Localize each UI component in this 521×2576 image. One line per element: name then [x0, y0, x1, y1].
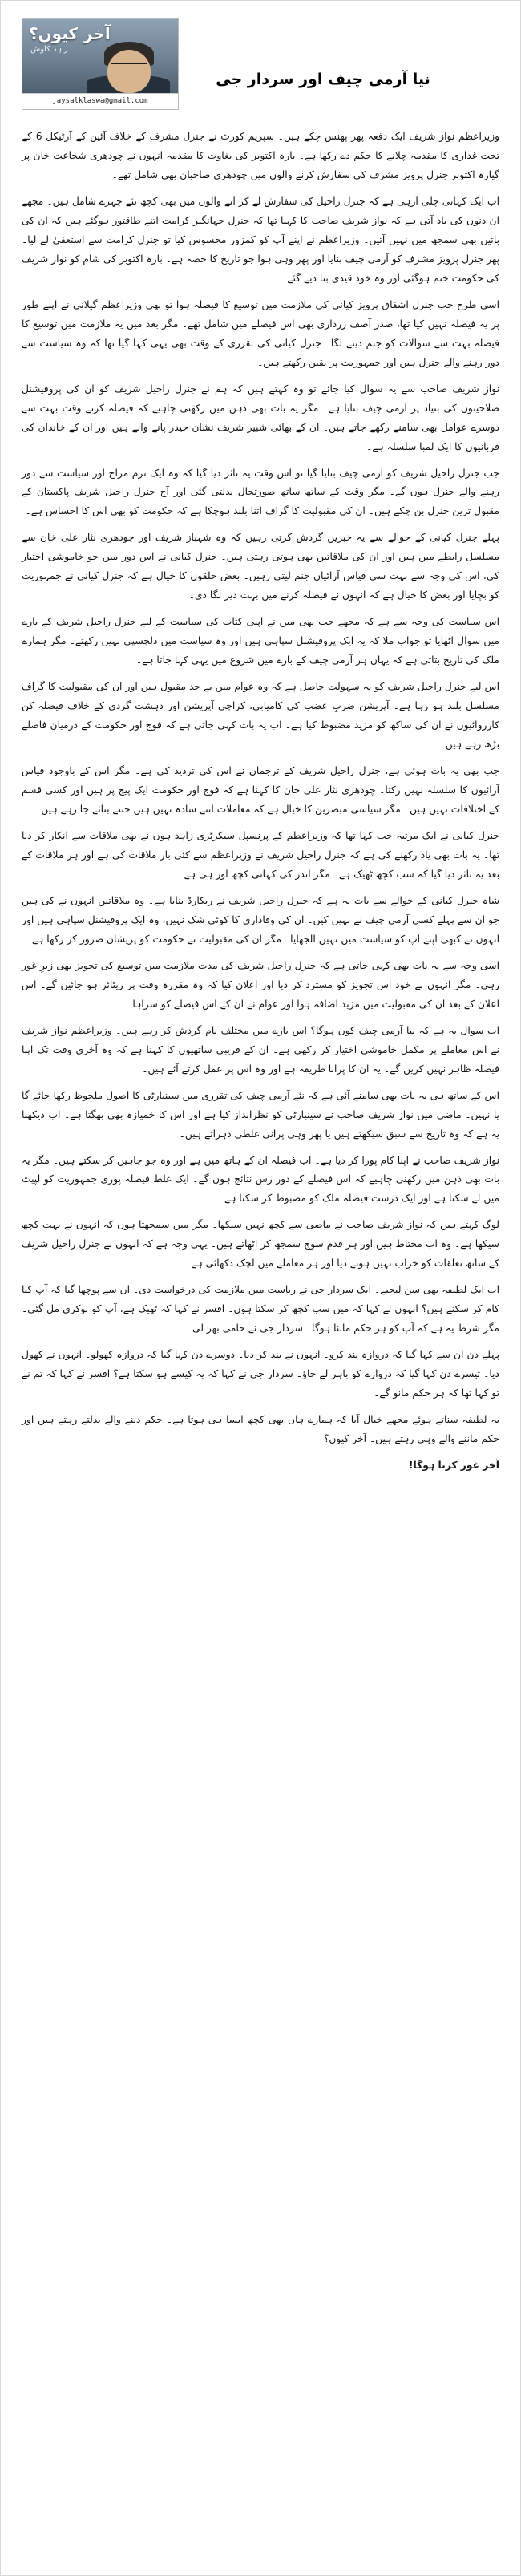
- article-paragraph: آخر غور کرنا ہوگا!: [408, 1460, 499, 1472]
- article-paragraph: پہلے دن ان سے کہا گیا کہ دروازہ بند کرو۔ انہوں نے بند کر دیا۔ دوسرے دن کہا گیا کہ دروازہ کھولو۔ انہوں نے کھول دیا۔ تیسرے دن کہا گیا کہ دروازے کو باہر لے جاؤ۔ سردار جی نے کہا کہ یہ کیسے ہو سکتا ہے؟ افسر نے کہا کہ تم نے تو کہا تھا کہ ہر حکم مانو گے۔: [22, 1349, 499, 1399]
- article-paragraph: اسی وجہ سے یہ بات بھی کہی جاتی ہے کہ جنرل راحیل شریف کی مدت ملازمت میں توسیع کی تجویز بھی زیرِ غور رہی۔ مگر انہوں نے خود اس تجویز کو مسترد کر دیا اور اعلان کیا کہ وہ مقررہ وقت پر ریٹائر ہو جائیں گے۔ اس اعلان کے بعد ان کی مقبولیت میں مزید اضافہ ہوا اور عوام نے ان کے اس فیصلے کو سراہا۔: [22, 959, 499, 1010]
- article-paragraph: وزیراعظم نواز شریف ایک دفعہ پھر پھنس چکے ہیں۔ سپریم کورٹ نے جنرل مشرف کے خلاف آئین کے آرٹیکل 6 کے تحت غداری کا مقدمہ چلانے کا حکم دے رکھا ہے۔ بارہ اکتوبر کی بغاوت کا مقدمہ انہوں نے چودھری شجاعت خان پر گیارہ اکتوبر جنرل پرویز مشرف کی سفارش کرنے والوں میں چودھری صاحبان بھی شامل تھے۔: [22, 131, 500, 180]
- column-title: آخر کیوں؟: [29, 24, 111, 43]
- article-paragraph: اب ایک لطیفہ بھی سن لیجیے۔ ایک سردار جی نے ریاست میں ملازمت کی درخواست دی۔ ان سے پوچھا گیا کہ آپ کیا کام کر سکتے ہیں؟ انہوں نے کہا کہ میں سب کچھ کر سکتا ہوں۔ افسر نے کہا کہ ٹھیک ہے، آپ کو نوکری مل گئی۔ مگر شرط یہ ہے کہ آپ کو ہر حکم ماننا ہوگا۔ سردار جی نے حامی بھر لی۔: [22, 1284, 499, 1335]
- column-subtitle: زاہد کاوش: [30, 45, 68, 54]
- article-paragraph: جب جنرل راحیل شریف کو آرمی چیف بنایا گیا تو اس وقت یہ تاثر دیا گیا کہ وہ ایک نرم مزاج اور سیاست سے دور رہنے والے جنرل ہوں گے۔ مگر وقت کے ساتھ ساتھ صورتحال بدلتی گئی اور آج جنرل راحیل شریف پاکستان کے مقبول ترین جنرل بن چکے ہیں۔ ان کی مقبولیت کا گراف اتنا بلند ہوچکا ہے کہ حکومت کو بھی اس کا احساس ہے۔: [22, 467, 499, 517]
- columnist-portrait: [22, 19, 178, 93]
- article-paragraph: اسی طرح جب جنرل اشفاق پرویز کیانی کی ملازمت میں توسیع کا فیصلہ ہوا تو بھی وزیراعظم گیلانی نے اپنے طور پر یہ فیصلہ نہیں کیا تھا، صدر آصف زرداری بھی اس فیصلے میں شامل تھے۔ مگر بعد میں یہ ملازمت میں توسیع کا فیصلہ بہت سے سوالات کو جنم دینے لگا۔ جنرل کیانی کی تقرری کے وقت بھی یہی کہا گیا تھا کہ وہ سیاست سے دور رہنے والے جنرل ہیں اور جمہوریت پر یقین رکھتے ہیں۔: [22, 298, 499, 368]
- glasses-icon: [111, 63, 147, 72]
- article-paragraph: جنرل کیانی نے ایک مرتبہ جب کہا تھا کہ وزیراعظم کے پرنسپل سیکرٹری زاہد ہوں نے بھی ملاقات سے انکار کر دیا تھا۔ یہ بات بھی یاد رکھنے کی ہے کہ جنرل راحیل شریف نے وزیراعظم سے کئی بار ملاقات کی ہے اور ہر ملاقات کے بعد یہ تاثر دیا گیا کہ سب کچھ ٹھیک ہے۔ مگر اندر کی کہانی کچھ اور ہی ہے۔: [22, 829, 499, 880]
- article-paragraph: اس لیے جنرل راحیل شریف کو یہ سہولت حاصل ہے کہ وہ عوام میں بے حد مقبول ہیں اور ان کی مقبولیت کا گراف مسلسل بلند ہو رہا ہے۔ آپریشن ضربِ عضب کی کامیابی، کراچی آپریشن اور دہشت گردی کے خلاف فیصلہ کن کارروائیوں نے ان کی ساکھ کو مزید مضبوط کیا ہے۔ اب یہ بات کہی جاتی ہے کہ فوج اور حکومت کے درمیان فاصلے بڑھ رہے ہیں۔: [22, 681, 499, 751]
- article-paragraph: جب بھی یہ بات ہوئی ہے، جنرل راحیل شریف کے ترجمان نے اس کی تردید کی ہے۔ مگر اس کے باوجود قیاس آرائیوں کا سلسلہ نہیں رکتا۔ چودھری نثار علی خان کا کہنا ہے کہ فوج اور حکومت ایک پیج پر ہیں اور کسی قسم کے اختلافات نہیں ہیں۔ مگر سیاسی مبصرین کا خیال ہے کہ معاملات اتنے سادہ نہیں ہیں جتنے بتائے جا رہے ہیں۔: [22, 765, 499, 815]
- author-card: [22, 18, 179, 110]
- article-body: [22, 128, 499, 1476]
- article-paragraph: اس سیاست کی وجہ سے ہے کہ مجھے جب بھی میں نے اپنی کتاب کی سیاست کے لیے جنرل راحیل شریف کے بارے میں سوال اٹھایا تو جواب ملا کہ یہ ایک پروفیشنل سپاہی ہیں اور وہ سیاست میں دلچسپی نہیں رکھتے۔ مگر ہمارے ملک کی تاریخ بتاتی ہے کہ یہاں ہر آرمی چیف کے بارے میں شروع میں یہی کہا جاتا ہے۔: [22, 616, 499, 666]
- article-paragraph: یہ لطیفہ سناتے ہوئے مجھے خیال آیا کہ ہمارے ہاں بھی کچھ ایسا ہی ہوتا ہے۔ حکم دینے والے بدلتے رہتے ہیں اور حکم ماننے والے وہی رہتے ہیں۔ آخر کیوں؟: [22, 1414, 499, 1445]
- article-paragraph: اس کے ساتھ ہی یہ بات بھی سامنے آئی ہے کہ نئے آرمی چیف کی تقرری میں سینیارٹی کا اصول ملحوظ رکھا جائے گا یا نہیں۔ ماضی میں نواز شریف صاحب نے سینیارٹی کو نظرانداز کیا ہے اور اس کا خمیازہ بھی بھگتا ہے۔ اب دیکھنا یہ ہے کہ وہ تاریخ سے سبق سیکھتے ہیں یا پھر وہی پرانی غلطی دہراتے ہیں۔: [22, 1089, 499, 1140]
- page-title: نیا آرمی چیف اور سردار جی: [216, 70, 430, 88]
- author-email: jaysalklaswa@gmail.com: [22, 93, 178, 109]
- article-paragraph: نواز شریف صاحب سے یہ سوال کیا جائے تو وہ کہتے ہیں کہ ہم نے جنرل راحیل شریف کو ان کی پروفیشنل صلاحیتوں کی بنیاد پر آرمی چیف بنایا ہے۔ مگر یہ بات بھی ذہن میں رکھنی چاہیے کہ فیصلہ کرتے وقت بہت سے دوسرے عوامل بھی سامنے رکھے جاتے ہیں۔ ان کے بھائی شبیر شریف نشان حیدر پانے والے ہیں اور ان کے خاندان کی قربانیوں کا ایک لمبا سلسلہ ہے۔: [22, 383, 499, 452]
- article-paragraph: اب ایک کہانی چلی آرہی ہے کہ جنرل راحیل کی سفارش لے کر آنے والوں میں بھی کچھ نئے چہرے شامل ہیں۔ مجھے ان دنوں کی یاد آتی ہے کہ نواز شریف صاحب کا کہنا تھا کہ جنرل جہانگیر کرامت اتنے طاقتور ہوگئے ہیں کہ ان کی باتیں بھی سمجھ میں نہیں آتیں۔ وزیراعظم نے اپنے آپ کو کمزور محسوس کیا تو جنرل کرامت سے استعفیٰ لے لیا۔ پھر جنرل پرویز مشرف کو آرمی چیف بنایا اور پھر وہی ہوا جو تاریخ کا حصہ ہے۔ بارہ اکتوبر کی شام کو نواز شریف کی حکومت ختم ہوگئی اور وہ خود قیدی بنا دیے گئے۔: [22, 195, 499, 284]
- article-paragraph: لوگ کہتے ہیں کہ نواز شریف صاحب نے ماضی سے کچھ نہیں سیکھا۔ مگر میں سمجھتا ہوں کہ انہوں نے بہت کچھ سیکھا ہے۔ وہ اب محتاط ہیں اور ہر قدم سوچ سمجھ کر اٹھاتے ہیں۔ یہی وجہ ہے کہ انہوں نے جنرل راحیل شریف کے ساتھ تعلقات کو خراب نہیں ہونے دیا اور ہر معاملے میں لچک دکھائی ہے۔: [22, 1219, 499, 1270]
- article-paragraph: اب سوال یہ ہے کہ نیا آرمی چیف کون ہوگا؟ اس بارے میں مختلف نام گردش کر رہے ہیں۔ وزیراعظم نواز شریف نے اس معاملے پر مکمل خاموشی اختیار کر رکھی ہے۔ ان کے قریبی ساتھیوں کا کہنا ہے کہ وہ آخری وقت تک اپنا فیصلہ ظاہر نہیں کریں گے۔ یہ ان کا پرانا طریقہ ہے اور وہ اس پر عمل کرتے آئے ہیں۔: [22, 1024, 499, 1075]
- article-paragraph: پہلے جنرل کیانی کے حوالے سے یہ خبریں گردش کرتی رہیں کہ وہ شہباز شریف اور چودھری نثار علی خان سے مسلسل رابطے میں ہیں اور ان کی ملاقاتیں بھی ہوتی رہتی ہیں۔ جنرل کیانی نے اس دور میں جو خاموشی اختیار کی، اس کی وجہ سے بہت سی قیاس آرائیاں جنم لیتی رہیں۔ بعض حلقوں کا خیال ہے کہ جنرل کیانی نے جمہوریت کو بچایا اور بعض کا خیال ہے کہ انہوں نے فیصلہ کرنے میں بہت دیر لگا دی۔: [22, 532, 499, 601]
- article-paragraph: نواز شریف صاحب نے اپنا کام پورا کر دیا ہے۔ اب فیصلہ ان کے ہاتھ میں ہے اور وہ جو چاہیں کر سکتے ہیں۔ مگر یہ بات بھی ذہن میں رکھنی چاہیے کہ اس فیصلے کے دور رس نتائج ہوں گے۔ ایک غلط فیصلہ پوری جمہوریت کو لپیٹ میں لے سکتا ہے اور ایک درست فیصلہ ملک کو مضبوط کر سکتا ہے۔: [22, 1154, 499, 1205]
- article-paragraph: شاہ جنرل کیانی کے حوالے سے بات یہ ہے کہ جنرل راحیل شریف نے ریکارڈ بنایا ہے۔ وہ ملاقاتیں انہوں نے کی ہیں جو ان سے پہلے کسی آرمی چیف نے نہیں کیں۔ ان کی وفاداری کا کوئی شک نہیں، وہ ایک پروفیشنل سپاہی ہیں اور انہوں نے کبھی اپنے آپ کو سیاست میں نہیں الجھایا۔ مگر ان کی مقبولیت نے حکومت کو پریشان ضرور کر رکھا ہے۔: [22, 894, 499, 945]
- page-header: [22, 15, 499, 110]
